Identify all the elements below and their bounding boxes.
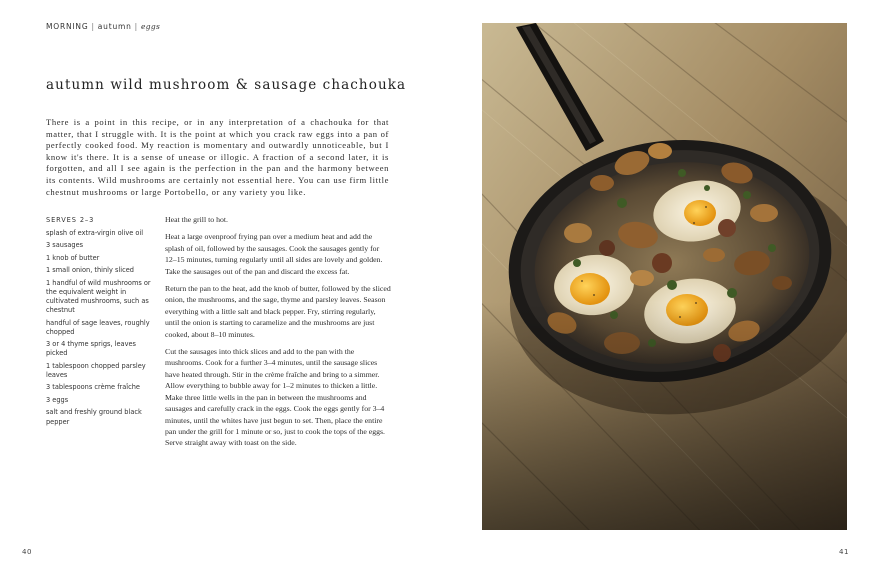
- header-category: eggs: [141, 22, 161, 31]
- ingredient-item: 3 eggs: [46, 395, 69, 404]
- method-step: Return the pan to the heat, add the knob of butter, followed by the sliced onion, the mushrooms, and the sage, thyme and parsley leaves. Season everything with a little salt and black pepper. Fry, stirring regularly, until the onion is starting to caramelize and the mushrooms are just cooked, about 8–10 minutes.: [165, 284, 391, 339]
- ingredient-item: 3 or 4 thyme sprigs, leaves picked: [46, 340, 136, 358]
- header-separator: |: [91, 22, 95, 31]
- ingredient-list: [46, 229, 158, 430]
- page-number-left: 40: [22, 548, 32, 556]
- ingredient-item: 1 handful of wild mushrooms or the equivalent weight in cultivated mushrooms, such as chestnut: [46, 278, 151, 315]
- running-header: [46, 22, 160, 31]
- ingredient-item: salt and freshly ground black pepper: [46, 408, 142, 426]
- method-step: Heat a large ovenproof frying pan over a medium heat and add the splash of oil, followed by the sausages. Cook the sausages gently for 12–15 minutes, turning regularly until all sides are lovely and golden. Take the sausages out of the pan and discard the excess fat.: [165, 232, 383, 276]
- ingredient-item: handful of sage leaves, roughly chopped: [46, 318, 150, 336]
- header-season: autumn: [97, 22, 132, 31]
- method-step: Heat the grill to hot.: [165, 215, 229, 224]
- ingredient-item: splash of extra-virgin olive oil: [46, 229, 144, 237]
- recipe-intro: There is a point in this recipe, or in any interpretation of a chachouka for that matter, that I struggle with. It is the point at which you crack raw eggs into a pan of perfectly cooked food. My reaction is momentary and outwardly unnoticeable, but I know it's there. It is a sense of unease or illogic. A fraction of a second later, it is forgotten, and all I see again is the perfection in the pan and the harmony between its contents. Wild mushrooms are certainly not essential here. You can use firm little chestnut mushrooms or large Portobello, or any variety you like.: [46, 117, 389, 197]
- recipe-title: autumn wild mushroom & sausage chachouka: [46, 77, 407, 93]
- ingredient-item: 1 small onion, thinly sliced: [46, 266, 134, 275]
- method-steps: [165, 214, 391, 455]
- skillet-illustration: [482, 23, 847, 530]
- page-number-right: 41: [839, 548, 849, 556]
- method-step: Cut the sausages into thick slices and add to the pan with the mushrooms. Cook for a further 3–4 minutes, until the sausage slices have heated through. Stir in the crème fraîche and bring to a simmer. Allow everything to bubble away for 1–2 minutes to thicken a little. Make three little wells in the pan in between the mushrooms and sausages and carefully crack in the eggs. Cook the eggs gently for 3–4 minutes, until the whites have just begun to set. Then, place the entire pan under the grill for 1 minute or so, just to cook the tops of the eggs. Serve straight away with toast on the side.: [165, 347, 386, 448]
- serves-label: SERVES 2–3: [46, 216, 95, 224]
- dish-photo: [482, 23, 847, 530]
- header-section: MORNING: [46, 22, 89, 31]
- ingredient-item: 3 sausages: [46, 241, 84, 250]
- ingredient-item: 3 tablespoons crème fraîche: [46, 383, 140, 392]
- ingredient-item: 1 knob of butter: [46, 253, 100, 262]
- ingredient-item: 1 tablespoon chopped parsley leaves: [46, 361, 146, 379]
- header-separator: |: [134, 22, 138, 31]
